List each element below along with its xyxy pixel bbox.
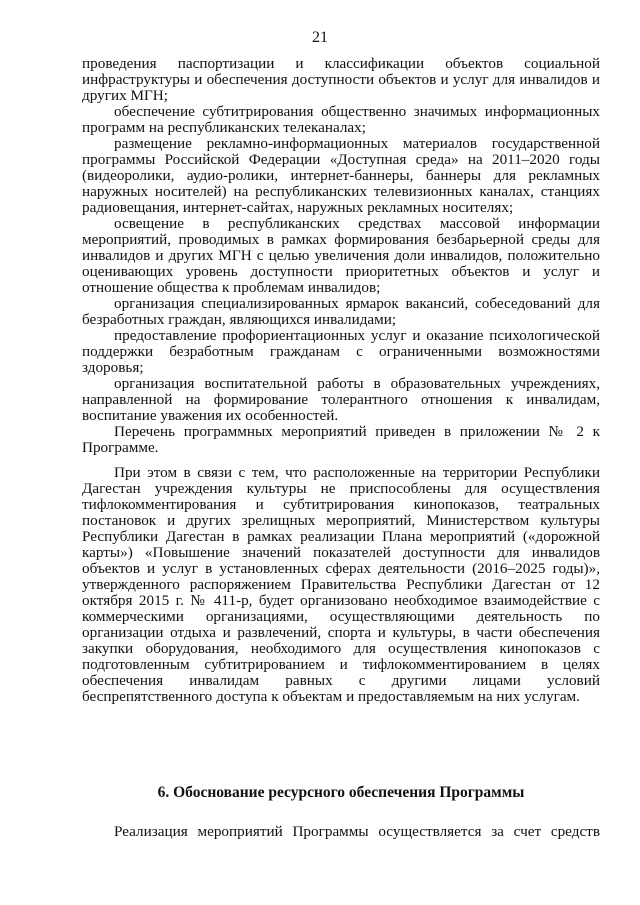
- paragraph: При этом в связи с тем, что расположенные на территории Республики Дагестан учреждения культуры не приспособлены для осуществления тифлокомментирования и субтитрирования кинопоказов, театральных постановок и других зрелищных мероприятий, Министерством культуры Республики Дагестан в рамках реализации Плана мероприятий («дорожной карты») «Повышение значений показателей доступности для инвалидов объектов и услуг в установленных сферах деятельности (2016–2025 годы)», утвержденного распоряжением Правительства Республики Дагестан от 12 октября 2015 г. № 411-р, будет организовано необходимое взаимодействие с коммерческими организациями, осуществляющими деятельность по организации отдыха и развлечений, спорта и культуры, в части обеспечения закупки оборудования, необходимого для осуществления кинопоказов с подготовленным субтитрированием и тифлокомментированием в целях обеспечения инвалидам равных с другими лицами условий беспрепятственного доступа к объектам и предоставляемым на них услугам.: [82, 464, 600, 705]
- section-heading: 6. Обоснование ресурсного обеспечения Программы: [157, 784, 525, 801]
- body-text: [82, 56, 600, 705]
- page-number: 21: [312, 29, 328, 46]
- paragraph-continued: Реализация мероприятий Программы осуществляется за счет средств: [114, 823, 600, 840]
- paragraph: организация воспитательной работы в образовательных учреждениях, направленной на формирование толерантного отношения к инвалидам, воспитание уважения их особенностей.: [82, 375, 600, 424]
- paragraph: Перечень программных мероприятий приведен в приложении № 2 к Программе.: [82, 423, 600, 456]
- paragraph: организация специализированных ярмарок вакансий, собеседований для безработных граждан, являющихся инвалидами;: [82, 295, 600, 328]
- paragraph: проведения паспортизации и классификации объектов социальной инфраструктуры и обеспечения доступности объектов и услуг для инвалидов и других МГН;: [82, 55, 600, 104]
- paragraph: обеспечение субтитрирования общественно значимых информационных программ на республиканских телеканалах;: [82, 103, 600, 136]
- paragraph: размещение рекламно-информационных материалов государственной программы Российской Федерации «Доступная среда» на 2011–2020 годы (видеоролики, аудио-ролики, интернет-баннеры, баннеры для рекламных наружных носителей) на республиканских телевизионных каналах, станциях радиовещания, интернет-сайтах, наружных рекламных носителях;: [82, 135, 600, 216]
- paragraph: освещение в республиканских средствах массовой информации мероприятий, проводимых в рамках формирования безбарьерной среды для инвалидов и других МГН с целью увеличения доли инвалидов, положительно оценивающих уровень доступности приоритетных объектов и услуг и отношение общества к проблемам инвалидов;: [82, 215, 600, 296]
- paragraph: предоставление профориентационных услуг и оказание психологической поддержки безработным гражданам с ограниченными возможностями здоровья;: [82, 327, 600, 376]
